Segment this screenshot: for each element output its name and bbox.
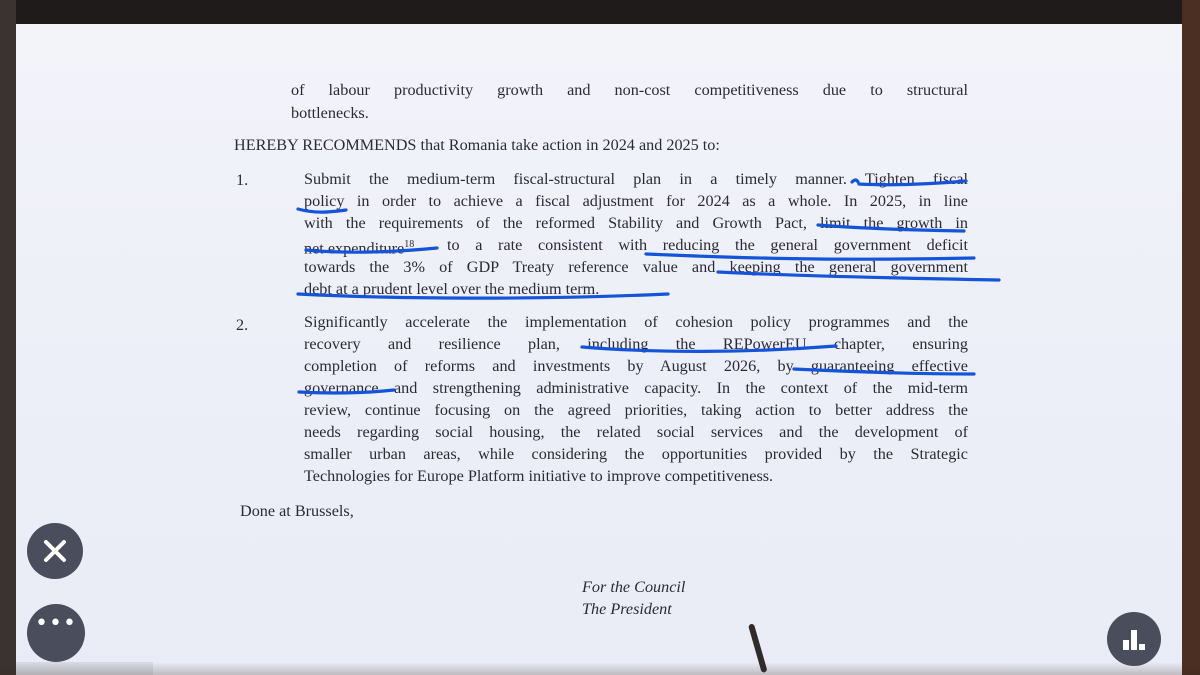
item2-line-4: governance and strengthening administrative capacity. In the context of the mid-term — [304, 379, 968, 397]
item1-line-5: towards the 3% of GDP Treaty reference value and keeping the general government — [304, 258, 968, 276]
intro-line-1: of labour productivity growth and non-cost competitiveness due to structural — [291, 81, 968, 99]
item2-line-3: completion of reforms and investments by August 2026, by guaranteeing effective — [304, 357, 968, 375]
item1-line-2: policy in order to achieve a fiscal adjustment for 2024 as a whole. In 2025, in line — [304, 192, 968, 210]
item2-line-8: Technologies for Europe Platform initiative to improve competitiveness. — [304, 467, 774, 485]
closing-text: Done at Brussels, — [240, 502, 354, 520]
close-icon — [41, 537, 69, 565]
bar-chart-icon — [1119, 624, 1149, 654]
item2-line-1: Significantly accelerate the implementation of cohesion policy programmes and the — [304, 313, 968, 331]
item2-line-5: review, continue focusing on the agreed priorities, taking action to better address the — [304, 401, 968, 419]
monitor-bezel-left — [0, 0, 16, 675]
monitor-bezel-right — [1182, 0, 1200, 675]
stats-button[interactable] — [1107, 612, 1161, 666]
signature-line-1: For the Council — [582, 578, 686, 596]
monitor-bezel-top — [0, 0, 1200, 26]
item1-line-4b: to a rate consistent with reducing the general government deficit — [447, 236, 968, 254]
close-button[interactable] — [27, 523, 83, 579]
item2-line-7: smaller urban areas, while considering the opportunities provided by the Strategic — [304, 445, 968, 463]
item1-line-6: debt at a prudent level over the medium term. — [304, 280, 600, 298]
item2-line-6: needs regarding social housing, the related social services and the development of — [304, 423, 968, 441]
recommendation-heading: HEREBY RECOMMENDS that Romania take action in 2024 and 2025 to: — [234, 136, 720, 154]
more-button[interactable] — [27, 604, 85, 662]
item1-line-1: Submit the medium-term fiscal-structural plan in a timely manner. Tighten fiscal — [304, 170, 968, 188]
document-screen — [16, 24, 1182, 675]
item2-line-2: recovery and resilience plan, including the REPowerEU chapter, ensuring — [304, 335, 968, 353]
document-page — [16, 24, 1182, 675]
item-number-2: 2. — [236, 316, 249, 334]
item-number-1: 1. — [236, 171, 249, 189]
signature-line-2: The President — [582, 600, 672, 618]
bottom-shadow — [0, 662, 1200, 675]
intro-line-2: bottlenecks. — [291, 104, 369, 122]
more-icon: ••• — [35, 611, 77, 636]
net-expenditure-text: net expenditure — [304, 239, 405, 258]
footnote-18: 18 — [404, 239, 415, 250]
item1-line-3: with the requirements of the reformed Stability and Growth Pact, limit the growth in — [304, 214, 968, 232]
